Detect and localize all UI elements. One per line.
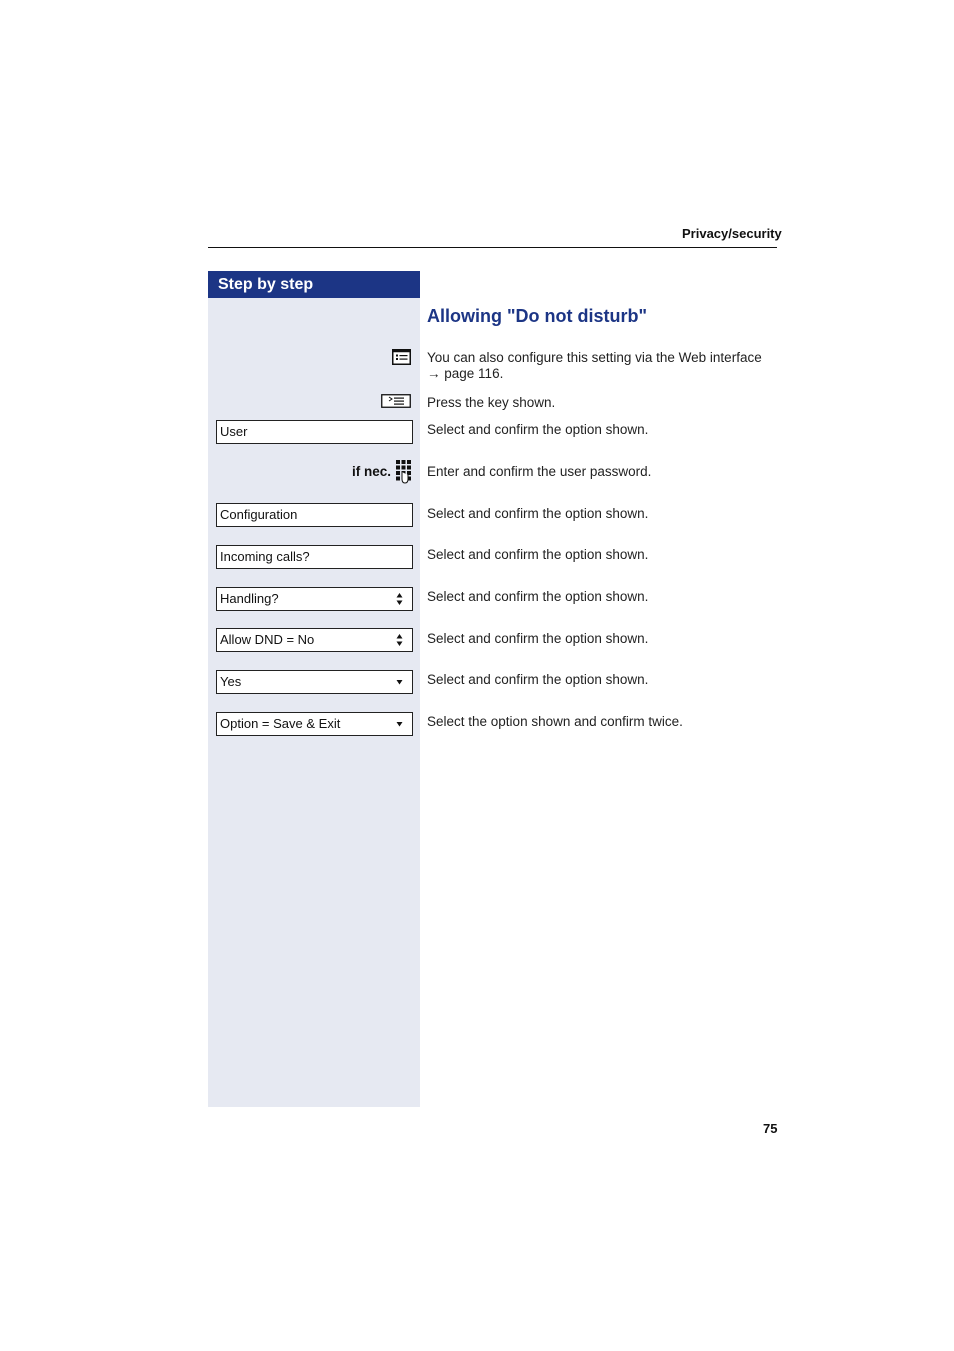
step-handling: Select and confirm the option shown. — [427, 589, 649, 604]
up-down-arrow-icon — [396, 633, 403, 647]
option-incoming-calls-label: Incoming calls? — [220, 549, 310, 564]
option-handling-label: Handling? — [220, 591, 279, 606]
option-handling[interactable] — [216, 587, 413, 611]
arrow-right-icon: → — [427, 366, 441, 381]
option-configuration-label: Configuration — [220, 507, 298, 522]
dropdown-arrow-icon — [396, 679, 403, 686]
if-nec-label: if nec. — [352, 464, 392, 479]
sidebar-title: Step by step — [208, 271, 420, 298]
step-save-exit: Select the option shown and confirm twice. — [427, 714, 683, 729]
header-rule — [208, 247, 777, 248]
web-note-line1: You can also configure this setting via the Web interface — [427, 350, 762, 365]
page-title: Allowing "Do not disturb" — [427, 306, 648, 326]
option-yes-label: Yes — [220, 674, 242, 689]
keypad-icon — [395, 459, 412, 484]
page-number: 75 — [763, 1121, 778, 1136]
step-user: Select and confirm the option shown. — [427, 422, 649, 437]
step-password: Enter and confirm the user password. — [427, 464, 652, 479]
step-configuration: Select and confirm the option shown. — [427, 506, 649, 521]
page-reference-link[interactable]: page 116. — [444, 366, 504, 381]
step-yes: Select and confirm the option shown. — [427, 672, 649, 687]
option-incoming-calls[interactable] — [216, 545, 413, 569]
web-note-line2 — [427, 366, 503, 382]
step-incoming-calls: Select and confirm the option shown. — [427, 547, 649, 562]
web-interface-icon — [392, 349, 411, 365]
step-press-key: Press the key shown. — [427, 395, 556, 410]
up-down-arrow-icon — [396, 592, 403, 606]
section-title: Privacy/security — [682, 226, 782, 241]
option-user-label: User — [220, 424, 248, 439]
option-configuration[interactable] — [216, 503, 413, 527]
step-allow-dnd: Select and confirm the option shown. — [427, 631, 649, 646]
menu-key-icon — [381, 394, 411, 408]
option-yes[interactable] — [216, 670, 413, 694]
option-save-exit-label: Option = Save & Exit — [220, 716, 341, 731]
option-allow-dnd[interactable] — [216, 628, 413, 652]
option-user[interactable] — [216, 420, 413, 444]
option-allow-dnd-label: Allow DND = No — [220, 632, 315, 647]
dropdown-arrow-icon — [396, 721, 403, 728]
option-save-exit[interactable] — [216, 712, 413, 736]
